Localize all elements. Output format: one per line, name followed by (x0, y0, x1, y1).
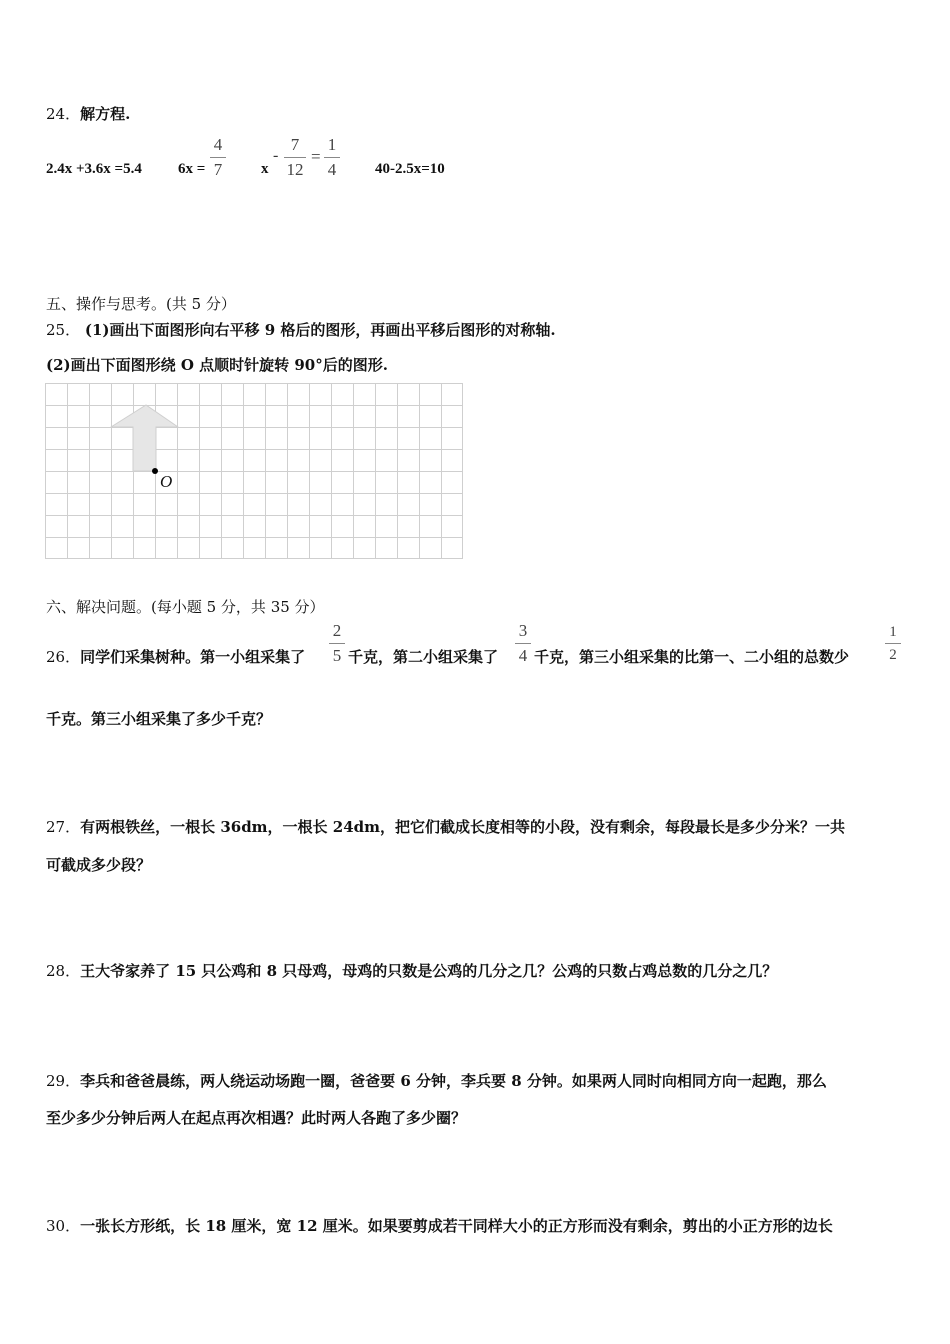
fraction-denominator: 4 (327, 160, 337, 179)
equation-2-fraction (210, 136, 226, 179)
q25-number: 25． (46, 321, 81, 339)
section5-heading: 五、操作与思考。(共 5 分） (46, 295, 236, 313)
q26-line1-a (46, 646, 305, 667)
q29-number: 29． (46, 1072, 81, 1090)
grid-svg (45, 383, 463, 559)
equation-3-equals: = (311, 147, 321, 166)
fraction-denominator: 2 (889, 647, 897, 663)
q30-line (46, 1215, 833, 1236)
q24-title: 解方程. (80, 105, 131, 123)
q26-text-d: 千克。第三小组采集了多少千克？ (46, 710, 272, 728)
equation-3-fraction-1 (284, 136, 306, 179)
fraction-numerator: 1 (889, 624, 897, 640)
equation-3-minus: - (273, 147, 279, 164)
fraction-denominator: 7 (213, 160, 223, 179)
q29-text-line1: 李兵和爸爸晨练，两人绕运动场跑一圈，爸爸要 6 分钟，李兵要 8 分钟。如果两人同时向相同方向一起跑，那么 (80, 1072, 827, 1090)
q24-number: 24． (46, 105, 81, 123)
point-label-o: O (160, 472, 173, 491)
fraction-denominator: 4 (518, 646, 528, 665)
q25-line1 (46, 319, 556, 340)
q29-line1 (46, 1070, 827, 1091)
rotation-point (152, 468, 158, 474)
equation-3-var: x (261, 161, 269, 177)
q28-text: 王大爷家养了 15 只公鸡和 8 只母鸡，母鸡的只数是公鸡的几分之几？公鸡的只数占鸡总数的几分之几？ (80, 962, 778, 980)
arrow-shape (111, 405, 178, 471)
q26-fraction-3 (885, 624, 901, 663)
q27-line1 (46, 816, 845, 837)
q25-part1: (1)画出下面图形向右平移 9 格后的图形，再画出平移后图形的对称轴. (84, 321, 556, 339)
fraction-numerator: 4 (213, 135, 223, 154)
q29-line2: 至少多少分钟后两人在起点再次相遇？此时两人各跑了多少圈？ (46, 1109, 467, 1127)
fraction-numerator: 1 (327, 135, 337, 154)
equation-1: 2.4x +3.6x =5.4 (46, 161, 142, 177)
fraction-numerator: 7 (290, 135, 300, 154)
q28-line (46, 960, 777, 981)
equation-3-fraction-2 (324, 136, 340, 179)
section6-heading: 六、解决问题。(每小题 5 分，共 35 分） (46, 598, 325, 616)
equation-4: 40-2.5x=10 (375, 161, 445, 177)
grid-figure (45, 383, 463, 559)
q24-header (46, 103, 130, 124)
q26-fraction-2 (515, 622, 531, 665)
q30-text: 一张长方形纸，长 18 厘米，宽 12 厘米。如果要剪成若干同样大小的正方形而没有剩余，剪出的小正方形的边长 (80, 1217, 833, 1235)
equation-2-left: 6x = (178, 161, 206, 177)
q25-part2: (2)画出下面图形绕 O 点顺时针旋转 90°后的图形. (46, 356, 388, 374)
grid-lines (45, 383, 463, 559)
fraction-numerator: 3 (518, 621, 528, 640)
q26-text-b: 千克，第二小组采集了 (348, 648, 499, 666)
q26-number: 26． (46, 648, 81, 666)
q28-number: 28． (46, 962, 81, 980)
q27-line2: 可截成多少段？ (46, 856, 152, 874)
q30-number: 30． (46, 1217, 81, 1235)
q26-text-c: 千克，第三小组采集的比第一、二小组的总数少 (534, 648, 850, 666)
q27-number: 27． (46, 818, 81, 836)
q27-text-line1: 有两根铁丝，一根长 36dm，一根长 24dm，把它们截成长度相等的小段，没有剩余，每段最长是多少分米？一共 (80, 818, 846, 836)
fraction-numerator: 2 (332, 621, 342, 640)
fraction-denominator: 12 (286, 160, 304, 179)
q26-fraction-1 (329, 622, 345, 665)
fraction-denominator: 5 (332, 646, 342, 665)
q26-text-a: 同学们采集树种。第一小组采集了 (80, 648, 306, 666)
